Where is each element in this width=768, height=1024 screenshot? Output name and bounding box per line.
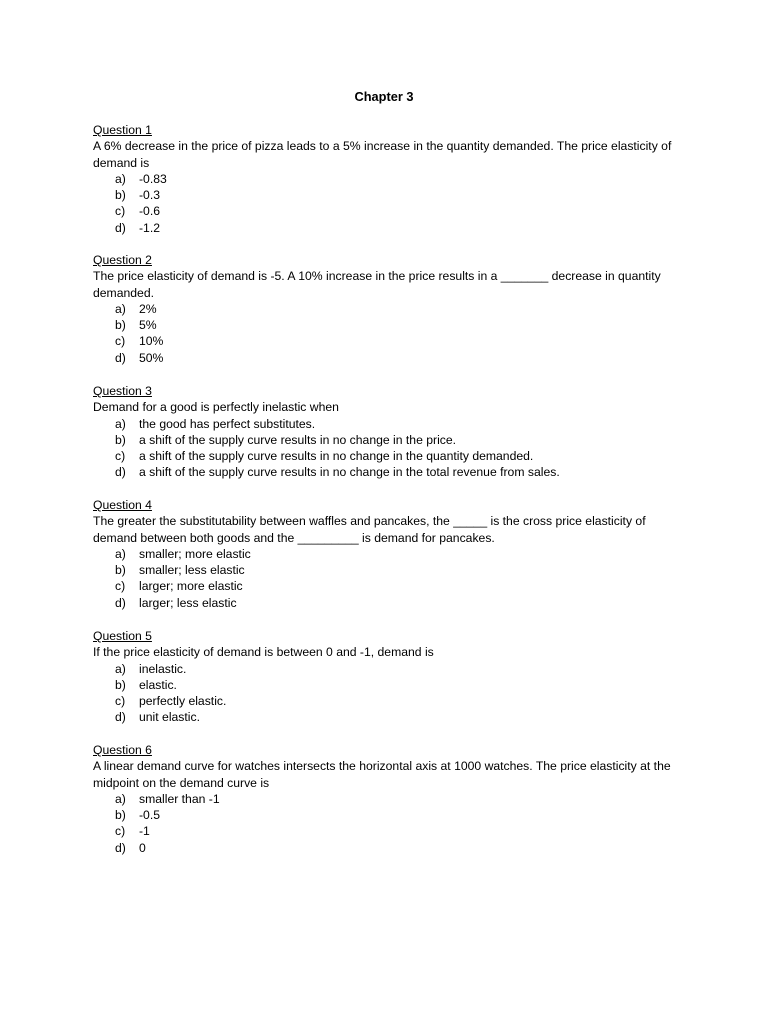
- option-letter: b): [115, 432, 126, 447]
- option-letter: b): [115, 677, 126, 692]
- option-letter: a): [115, 171, 126, 186]
- question-block: [93, 383, 683, 481]
- answer-options: [93, 171, 683, 236]
- answer-option: [93, 661, 683, 677]
- option-text: -1: [139, 824, 150, 839]
- option-text: 10%: [139, 334, 164, 349]
- answer-option: [93, 448, 683, 464]
- answer-option: [93, 562, 683, 578]
- option-letter: b): [115, 563, 126, 578]
- option-letter: d): [115, 710, 126, 725]
- answer-option: [93, 220, 683, 236]
- question-block: [93, 628, 683, 726]
- answer-option: [93, 578, 683, 594]
- question-block: [93, 497, 683, 611]
- option-text: a shift of the supply curve results in no change in the total revenue from sales.: [139, 465, 560, 480]
- answer-option: [93, 677, 683, 693]
- option-letter: c): [115, 449, 126, 464]
- answer-options: [93, 546, 683, 611]
- option-letter: d): [115, 220, 126, 235]
- answer-option: [93, 693, 683, 709]
- answer-option: [93, 317, 683, 333]
- answer-option: [93, 709, 683, 725]
- option-text: a shift of the supply curve results in no change in the quantity demanded.: [139, 449, 534, 464]
- question-heading: Question 6: [93, 743, 152, 757]
- answer-option: [93, 595, 683, 611]
- answer-option: [93, 791, 683, 807]
- question-text: If the price elasticity of demand is between 0 and -1, demand is: [93, 645, 434, 660]
- option-text: larger; less elastic: [139, 595, 237, 610]
- answer-option: [93, 823, 683, 839]
- answer-option: [93, 187, 683, 203]
- option-letter: b): [115, 318, 126, 333]
- answer-option: [93, 840, 683, 856]
- option-text: smaller than -1: [139, 791, 220, 806]
- option-letter: c): [115, 204, 126, 219]
- question-text: A 6% decrease in the price of pizza leads to a 5% increase in the quantity demanded. The price elasticity of demand is: [93, 139, 672, 170]
- option-text: inelastic.: [139, 661, 187, 676]
- option-text: the good has perfect substitutes.: [139, 416, 316, 431]
- option-text: smaller; less elastic: [139, 563, 245, 578]
- question-heading: Question 4: [93, 498, 152, 512]
- question-block: [93, 742, 683, 856]
- answer-option: [93, 350, 683, 366]
- question-text: Demand for a good is perfectly inelastic when: [93, 400, 339, 415]
- option-text: -0.3: [139, 188, 161, 203]
- option-text: unit elastic.: [139, 710, 200, 725]
- answer-options: [93, 661, 683, 726]
- question-text: A linear demand curve for watches intersects the horizontal axis at 1000 watches. The price elasticity at the midpoint on the demand curve is: [93, 759, 671, 790]
- answer-option: [93, 333, 683, 349]
- option-letter: b): [115, 808, 126, 823]
- option-text: 50%: [139, 350, 164, 365]
- question-block: [93, 122, 683, 236]
- chapter-title: Chapter 3: [354, 89, 414, 104]
- answer-options: [93, 791, 683, 856]
- answer-option: [93, 203, 683, 219]
- option-text: -1.2: [139, 220, 161, 235]
- option-letter: c): [115, 334, 126, 349]
- option-text: larger; more elastic: [139, 579, 243, 594]
- question-block: [93, 252, 683, 366]
- option-text: elastic.: [139, 677, 177, 692]
- option-letter: d): [115, 350, 126, 365]
- answer-option: [93, 171, 683, 187]
- answer-option: [93, 301, 683, 317]
- option-text: 5%: [139, 318, 157, 333]
- question-text: The greater the substitutability between waffles and pancakes, the _____ is the cross price elasticity of demand between both goods and the _________ is demand for pancakes.: [93, 514, 646, 545]
- option-letter: c): [115, 824, 126, 839]
- option-letter: a): [115, 546, 126, 561]
- option-text: perfectly elastic.: [139, 694, 227, 709]
- option-letter: d): [115, 465, 126, 480]
- option-letter: a): [115, 791, 126, 806]
- answer-option: [93, 807, 683, 823]
- question-heading: Question 3: [93, 384, 152, 398]
- option-text: -0.5: [139, 808, 161, 823]
- option-text: a shift of the supply curve results in no change in the price.: [139, 432, 457, 447]
- question-heading: Question 2: [93, 253, 152, 267]
- question-heading: Question 1: [93, 123, 152, 137]
- question-text: The price elasticity of demand is -5. A 10% increase in the price results in a _______ decrease in quantity demanded.: [93, 269, 661, 300]
- option-letter: a): [115, 661, 126, 676]
- option-letter: d): [115, 840, 126, 855]
- option-letter: c): [115, 579, 126, 594]
- option-letter: a): [115, 416, 126, 431]
- question-heading: Question 5: [93, 629, 152, 643]
- answer-option: [93, 416, 683, 432]
- answer-options: [93, 301, 683, 366]
- option-letter: b): [115, 188, 126, 203]
- option-text: -0.6: [139, 204, 161, 219]
- option-text: 0: [139, 840, 146, 855]
- option-letter: c): [115, 694, 126, 709]
- option-letter: a): [115, 301, 126, 316]
- answer-options: [93, 416, 683, 481]
- option-text: -0.83: [139, 171, 167, 186]
- answer-option: [93, 546, 683, 562]
- answer-option: [93, 432, 683, 448]
- option-text: smaller; more elastic: [139, 546, 251, 561]
- option-text: 2%: [139, 301, 157, 316]
- answer-option: [93, 464, 683, 480]
- option-letter: d): [115, 595, 126, 610]
